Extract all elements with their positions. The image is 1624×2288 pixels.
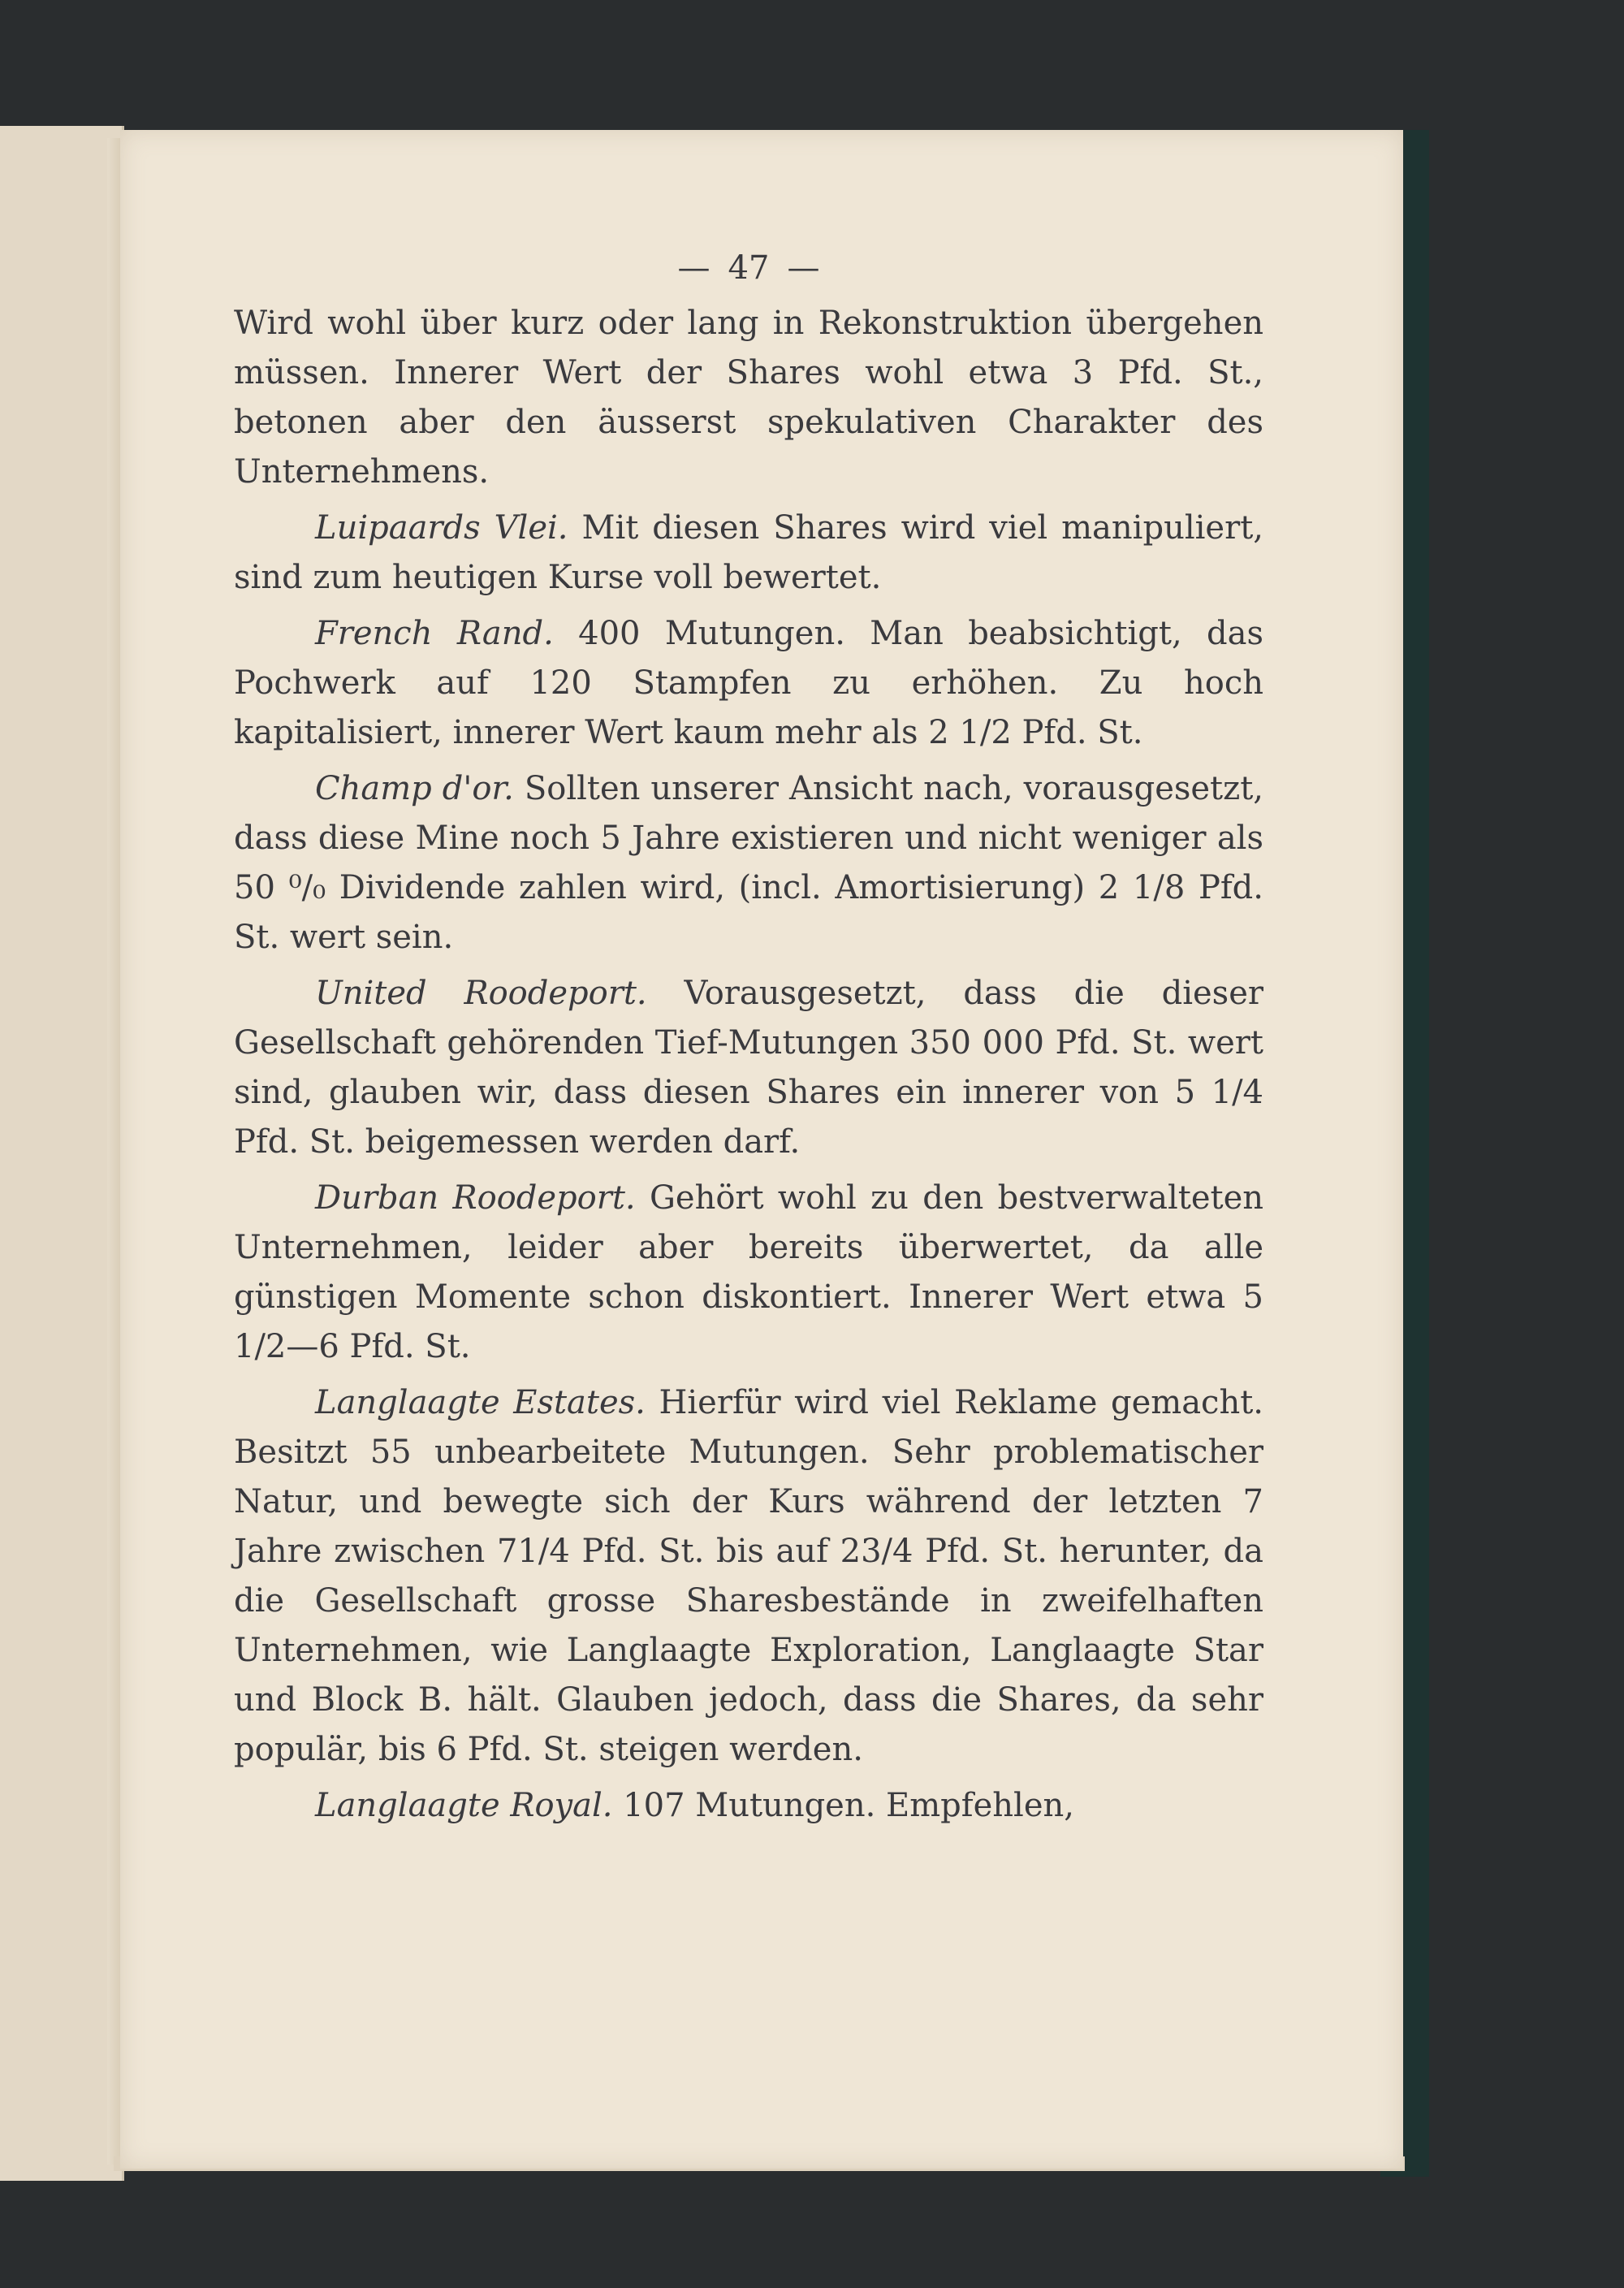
entry-text-tail: Pfd. St. wert sein. xyxy=(234,869,1263,956)
entry-name: United Roodeport. xyxy=(315,975,647,1012)
paragraph-continuation xyxy=(234,299,1263,497)
entry-text: Gehört wohl zu den bestverwalteten Unternehmen, leider aber bereits überwertet, da alle günstigen Momente schon diskontiert. Innerer Wert etwa 5 xyxy=(234,1179,1263,1316)
entry-champ-dor xyxy=(234,764,1263,962)
entry-text-mid: Dividende zahlen wird, (incl. Amortisierung) 2 xyxy=(326,869,1133,906)
entry-name: Luipaards Vlei. xyxy=(315,509,568,547)
entry-french-rand xyxy=(234,609,1263,758)
entry-text: 107 Mutungen. Empfehlen, xyxy=(612,1787,1074,1824)
entry-text: Sollten unserer Ansicht nach, vorausgesetzt, dass diese Mine noch 5 Jahre existieren und nicht weniger als 50 xyxy=(234,770,1263,906)
entry-text-tail: Pfd. St. beigemessen werden darf. xyxy=(234,1123,801,1161)
fraction: 1/8 xyxy=(1132,869,1186,906)
fraction: 3/4 xyxy=(861,1533,914,1570)
book-page xyxy=(120,130,1403,2169)
entry-name: Durban Roodeport. xyxy=(315,1179,636,1217)
entry-text-tail: Pfd. St. herunter, da die Gesellschaft grosse Sharesbestände in zweifelhaften Unternehmen, wie Langlaagte Exploration, Langlaagte Star und Block B. hält. Glauben jedoch, dass die Shares, da sehr populär, bis 6 Pfd. St. steigen werden. xyxy=(234,1533,1264,1768)
entry-text: Vorausgesetzt, dass die dieser Gesellschaft gehörenden Tief-Mutungen 350 000 Pfd. St. wert sind, glauben wir, dass diesen Shares ein innerer von 5 xyxy=(234,975,1263,1111)
entry-langlaagte-royal xyxy=(234,1781,1263,1831)
entry-name: Langlaagte Estates. xyxy=(315,1384,646,1421)
entry-luipaards-vlei xyxy=(234,504,1263,603)
entry-langlaagte-estates xyxy=(234,1378,1263,1775)
left-page-edge xyxy=(0,126,124,2181)
percent-sign: ⁰/₀ xyxy=(288,869,326,906)
entry-name: Langlaagte Royal. xyxy=(315,1787,613,1824)
entry-text: Mit diesen Shares wird viel manipuliert, sind zum heutigen Kurse voll bewertet. xyxy=(234,509,1263,596)
entry-text-mid: Pfd. St. bis auf 2 xyxy=(569,1533,862,1570)
fraction: 1/2 xyxy=(234,1328,287,1365)
entry-name: French Rand. xyxy=(315,615,554,652)
fraction: 1/4 xyxy=(1211,1074,1263,1111)
entry-durban-roodeport xyxy=(234,1174,1263,1372)
folio-dash-right: — xyxy=(787,249,820,287)
entry-text: 400 Mutungen. Man beabsichtigt, das Pochwerk auf 120 Stampfen zu erhöhen. Zu hoch kapitalisiert, innerer Wert kaum mehr als 2 xyxy=(234,615,1264,751)
page-number-value: 47 xyxy=(728,249,770,287)
entry-text: Hierfür wird viel Reklame gemacht. Besitzt 55 unbearbeitete Mutungen. Sehr problematischer Natur, und bewegte sich der Kurs während der letzten 7 Jahre zwischen 7 xyxy=(234,1384,1264,1570)
fraction: 1/2 xyxy=(959,714,1012,751)
folio-dash-left: — xyxy=(677,249,710,287)
entry-united-roodeport xyxy=(234,969,1263,1167)
fraction: 1/4 xyxy=(517,1533,570,1570)
page-number xyxy=(234,244,1263,292)
entry-text-tail: Pfd. St. xyxy=(1011,714,1143,751)
entry-text-tail: —6 Pfd. St. xyxy=(286,1328,471,1365)
paragraph-text: Wird wohl über kurz oder lang in Rekonstruktion übergehen müssen. Innerer Wert der Shares wohl etwa 3 Pfd. St., betonen aber den äusserst spekulativen Charakter des Unternehmens. xyxy=(234,305,1263,491)
entry-name: Champ d'or. xyxy=(315,770,514,807)
text-block xyxy=(234,244,1263,1831)
